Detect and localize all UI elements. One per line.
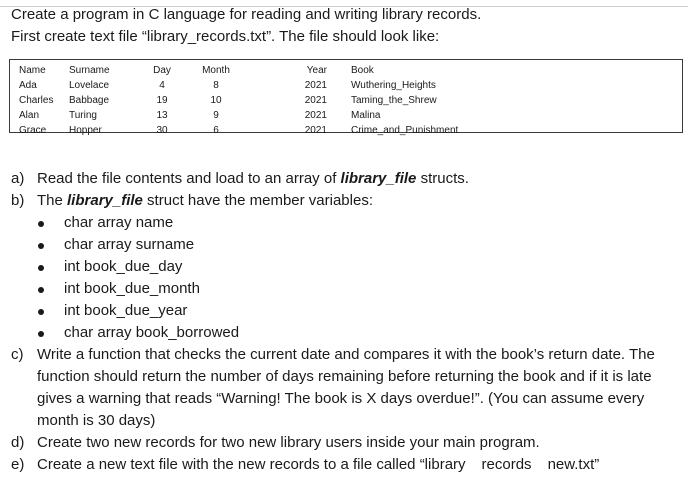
cell-month: 6	[213, 125, 219, 136]
list-item	[0, 256, 688, 278]
cell-surname: Babbage	[69, 95, 110, 106]
cell-book: Malina	[351, 110, 381, 121]
cell-surname: Turing	[69, 110, 97, 121]
intro-paragraph	[11, 4, 481, 48]
intro-line-1: Create a program in C language for reading and writing library records.	[11, 6, 482, 23]
header-month: Month	[202, 65, 230, 76]
task-e-text-post: new.txt”	[547, 456, 600, 473]
list-item	[0, 278, 688, 300]
task-d-text: Create two new records for two new library users inside your main program.	[37, 434, 540, 451]
cell-book: Taming_the_Shrew	[351, 95, 437, 106]
table-header-row	[19, 63, 458, 78]
records-table	[19, 63, 458, 138]
header-day: Day	[153, 65, 171, 76]
member-text: char array name	[64, 214, 174, 231]
header-surname: Surname	[69, 65, 110, 76]
header-name: Name	[19, 65, 46, 76]
task-b-letter: b)	[11, 192, 25, 209]
member-text: int book_due_day	[64, 258, 183, 275]
list-item	[0, 212, 688, 234]
cell-year: 2021	[304, 95, 327, 106]
member-text: int book_due_month	[64, 280, 200, 297]
cell-month: 9	[213, 110, 219, 121]
cell-surname: Hopper	[69, 125, 102, 136]
cell-name: Charles	[19, 95, 54, 106]
header-book: Book	[351, 65, 374, 76]
task-b-text-pre: The	[37, 192, 68, 209]
cell-name: Alan	[19, 110, 40, 121]
cell-day: 13	[156, 110, 168, 121]
cell-name: Ada	[19, 80, 37, 91]
cell-month: 10	[210, 95, 222, 106]
task-e-text-pre: Create a new text file with the new records to a file called “library	[37, 456, 466, 473]
cell-day: 19	[156, 95, 168, 106]
table-row	[19, 78, 458, 93]
task-c-text: Write a function that checks the current date and compares it with the book’s return date. The function should return the number of days remaining before returning the book and if it is late gives a warning that reads “Warning! The book is X days overdue!”. (You can assume every month is 30 days)	[37, 346, 655, 429]
cell-month: 8	[213, 80, 219, 91]
list-item	[0, 322, 688, 344]
list-item	[0, 234, 688, 256]
cell-year: 2021	[304, 80, 327, 91]
task-e-letter: e)	[11, 456, 25, 473]
task-c-letter: c)	[11, 346, 24, 363]
task-a-struct-name: library_file	[340, 170, 417, 187]
task-a-text-post: structs.	[416, 170, 469, 187]
member-text: char array book_borrowed	[64, 324, 240, 341]
table-row	[19, 93, 458, 108]
task-a-text-pre: Read the file contents and load to an array of	[37, 170, 341, 187]
cell-year: 2021	[304, 125, 327, 136]
records-file-box	[9, 59, 683, 136]
task-d	[0, 432, 688, 454]
bullet-icon	[38, 309, 44, 315]
cell-book: Crime_and_Punishment	[351, 125, 459, 136]
bullet-icon	[38, 243, 44, 249]
table-row	[19, 123, 458, 138]
bullet-icon	[38, 221, 44, 227]
cell-name: Grace	[19, 125, 47, 136]
bullet-icon	[38, 265, 44, 271]
bullet-icon	[38, 331, 44, 337]
cell-day: 30	[156, 125, 168, 136]
cell-surname: Lovelace	[69, 80, 110, 91]
table-row	[19, 108, 458, 123]
task-list	[0, 168, 688, 476]
cell-day: 4	[159, 80, 165, 91]
intro-line-2: First create text file “library_records.txt”. The file should look like:	[11, 28, 440, 45]
list-item	[0, 300, 688, 322]
task-e-text-mid: records	[481, 456, 532, 473]
task-e	[0, 454, 688, 476]
header-year: Year	[306, 65, 327, 76]
member-text: char array surname	[64, 236, 195, 253]
task-b-text-post: struct have the member variables:	[142, 192, 373, 209]
member-variable-list	[0, 212, 688, 344]
task-c	[0, 344, 688, 432]
task-d-letter: d)	[11, 434, 25, 451]
task-b	[0, 190, 688, 212]
bullet-icon	[38, 287, 44, 293]
task-a-letter: a)	[11, 170, 25, 187]
member-text: int book_due_year	[64, 302, 188, 319]
task-a	[0, 168, 688, 190]
cell-year: 2021	[304, 110, 327, 121]
task-b-struct-name: library_file	[67, 192, 143, 209]
cell-book: Wuthering_Heights	[351, 80, 436, 91]
